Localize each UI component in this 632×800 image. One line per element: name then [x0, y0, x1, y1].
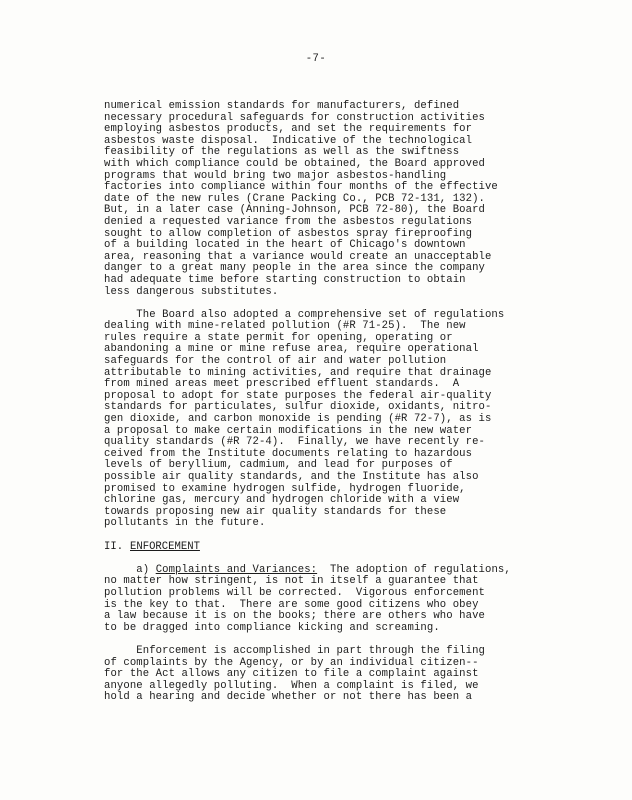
text-line: promised to examine hydrogen sulfide, hydrogen fluoride, [104, 482, 466, 495]
text-line: rules require a state permit for opening, operating or [104, 331, 453, 344]
text-line: pollution problems will be corrected. Vigorous enforcement [104, 586, 485, 599]
page-number: -7- [305, 53, 327, 65]
text-line: of a building located in the heart of Chicago's downtown [104, 239, 466, 252]
paragraph-enforcement-filing [104, 646, 536, 704]
text-line: The Board also adopted a comprehensive set of regulations [104, 308, 505, 321]
text-line: proposal to adopt for state purposes the federal air-quality [104, 389, 492, 402]
text-line: from mined areas meet prescribed effluent standards. A [104, 378, 460, 391]
section-number: II. [104, 540, 124, 553]
text-line: sought to allow completion of asbestos spray fireproofing [104, 227, 473, 240]
text-line: levels of beryllium, cadmium, and lead for purposes of [104, 459, 453, 472]
text-line: gen dioxide, and carbon monoxide is pending (#R 72-7), as is [104, 413, 492, 426]
text-line: to be dragged into compliance kicking and screaming. [104, 621, 440, 634]
text-line: safeguards for the control of air and water pollution [104, 355, 447, 368]
subsection-indent [104, 564, 136, 576]
text-line: area, reasoning that a variance would create an unacceptable [104, 250, 492, 263]
text-line: had adequate time before starting construction to obtain [104, 273, 466, 286]
text-line: for the Act allows any citizen to file a complaint against [104, 668, 479, 681]
subsection-title: Complaints and Variances: [155, 563, 318, 576]
text-line: with which compliance could be obtained, the Board approved [104, 157, 485, 170]
section-title: ENFORCEMENT [130, 540, 200, 553]
text-line: feasibility of the regulations as well as the swiftness [104, 146, 460, 159]
text-line: numerical emission standards for manufacturers, defined [104, 100, 460, 112]
text-line: a law because it is on the books; there are others who have [104, 610, 485, 623]
subsection-first-line: The adoption of regulations, [317, 563, 511, 576]
text-line: is the key to that. There are some good citizens who obey [104, 598, 479, 611]
paragraph-mine-pollution [104, 310, 536, 530]
text-line: factories into compliance within four months of the effective [104, 181, 498, 194]
text-line: quality standards (#R 72-4). Finally, we have recently re- [104, 436, 485, 449]
text-line: anyone allegedly polluting. When a complaint is filed, we [104, 679, 479, 692]
text-line: of complaints by the Agency, or by an individual citizen-- [104, 656, 479, 669]
text-line: asbestos waste disposal. Indicative of the technological [104, 134, 473, 147]
text-line: no matter how stringent, is not in itself a guarantee that [104, 575, 479, 588]
subsection-label: a) [136, 563, 150, 576]
text-line: attributable to mining activities, and require that drainage [104, 366, 492, 379]
text-line: date of the new rules (Crane Packing Co., PCB 72-131, 132). [104, 192, 485, 205]
text-line: ceived from the Institute documents relating to hazardous [104, 447, 473, 460]
text-line: employing asbestos products, and set the requirements for [104, 123, 473, 136]
text-line: Enforcement is accomplished in part through the filing [104, 644, 485, 657]
text-line: denied a requested variance from the asbestos regulations [104, 215, 473, 228]
text-line: a proposal to make certain modifications in the new water [104, 424, 473, 437]
text-line: But, in a later case (Anning-Johnson, PCB 72-80), the Board [104, 204, 485, 217]
paragraph-asbestos-regulations [104, 101, 536, 298]
text-line: hold a hearing and decide whether or not there has been a [104, 691, 473, 704]
text-line: danger to a great many people in the area since the company [104, 262, 485, 275]
text-line: chlorine gas, mercury and hydrogen chloride with a view [104, 494, 460, 507]
document-body [104, 101, 536, 715]
text-line: necessary procedural safeguards for construction activities [104, 111, 485, 124]
text-line: towards proposing new air quality standards for these [104, 505, 447, 518]
paragraph-complaints-and-variances [104, 565, 536, 635]
text-line: pollutants in the future. [104, 517, 266, 530]
text-line: less dangerous substitutes. [104, 285, 279, 298]
text-line: abandoning a mine or mine refuse area, require operational [104, 343, 479, 356]
text-line: dealing with mine-related pollution (#R 71-25). The new [104, 320, 466, 333]
text-line: programs that would bring two major asbestos-handling [104, 169, 447, 182]
section-heading-enforcement [104, 542, 536, 554]
text-line: standards for particulates, sulfur dioxide, oxidants, nitro- [104, 401, 492, 414]
text-line: possible air quality standards, and the Institute has also [104, 471, 479, 483]
